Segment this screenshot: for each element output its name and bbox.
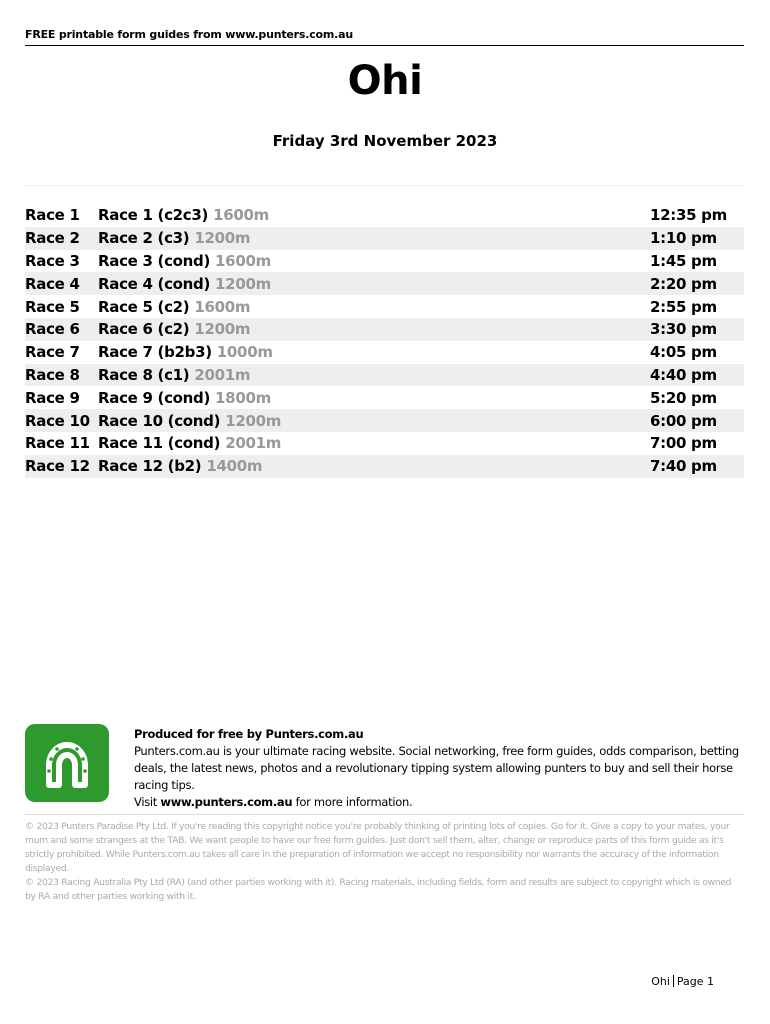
copyright-racing-australia: © 2023 Racing Australia Pty Ltd (RA) (and other parties working with it). Racing materials, including fields, form and results are subject to copyright which is owned by RA and other parties working with it. [25,877,732,902]
race-time: 3:30 pm [650,320,717,339]
race-distance: 1600m [215,251,271,270]
race-name: Race 11 (cond) 2001m [98,434,282,453]
race-distance: 1800m [215,388,271,407]
race-time: 1:45 pm [650,251,717,270]
race-distance: 1200m [215,274,271,293]
promo-body: Punters.com.au is your ultimate racing website. Social networking, free form guides, odds comparison, betting deals, the latest news, photos and a revolutionary tipping system allowing punters to buy and sell their horse racing tips. [134,744,739,792]
race-name: Race 1 (c2c3) 1600m [98,206,269,225]
race-row [25,455,744,478]
footer-separator [673,975,674,987]
page-number: Page 1 [676,975,714,988]
race-number: Race 1 [25,206,80,225]
venue-title: Ohi [347,58,423,104]
race-time: 4:40 pm [650,365,717,384]
race-name: Race 6 (c2) 1200m [98,320,251,339]
race-number: Race 3 [25,251,80,270]
race-distance: 2001m [225,434,282,453]
race-distance: 1000m [216,343,273,362]
race-list [25,204,744,478]
race-number: Race 8 [25,365,80,384]
race-number: Race 6 [25,320,80,339]
race-row [25,432,744,455]
race-name: Race 9 (cond) 1800m [98,388,271,407]
race-row [25,227,744,250]
copyright-punters: © 2023 Punters Paradise Pty Ltd. If you're reading this copyright notice you're probably thinking of printing lots of copies. Go for it. Give a copy to your mates, your mum and some strangers at the TAB. We want people to have our free form guides. Just don't sell them, alter, change or reproduce parts of this form guide as it's strictly prohibited. While Punters.com.au takes all care in the preparation of information we accept no responsibility nor warrants the accuracy of the information displayed. [25,821,730,874]
divider [25,185,744,186]
race-number: Race 9 [25,388,80,407]
race-number: Race 12 [25,457,90,476]
race-row [25,341,744,364]
race-time: 4:05 pm [650,343,717,362]
race-distance: 1200m [225,411,282,430]
race-name: Race 7 (b2b3) 1000m [98,343,273,362]
race-row [25,272,744,295]
punters-logo [25,724,109,802]
race-number: Race 7 [25,343,80,362]
race-distance: 1200m [194,320,251,339]
footer-venue: Ohi [651,975,670,988]
race-number: Race 2 [25,229,80,248]
race-row [25,250,744,273]
race-number: Race 11 [25,434,90,453]
race-name: Race 12 (b2) 1400m [98,457,263,476]
race-row [25,386,744,409]
race-number: Race 5 [25,297,80,316]
race-time: 5:20 pm [650,388,717,407]
race-date: Friday 3rd November 2023 [272,132,498,150]
race-distance: 1200m [194,229,251,248]
race-row [25,295,744,318]
race-name: Race 3 (cond) 1600m [98,251,271,270]
race-name: Race 2 (c3) 1200m [98,229,251,248]
horseshoe-icon [37,733,97,793]
race-time: 7:40 pm [650,457,717,476]
website-link[interactable]: www.punters.com.au [160,795,293,809]
race-row [25,409,744,432]
race-distance: 1600m [194,297,251,316]
page-footer [600,975,714,988]
race-name: Race 4 (cond) 1200m [98,274,271,293]
header-source-line: FREE printable form guides from www.punters.com.au [25,28,744,46]
race-number: Race 4 [25,274,80,293]
race-distance: 1400m [206,457,263,476]
promo-visit: Visit www.punters.com.au for more information. [134,795,413,809]
race-name: Race 8 (c1) 2001m [98,365,251,384]
race-distance: 2001m [194,365,251,384]
race-time: 7:00 pm [650,434,717,453]
promo-heading: Produced for free by Punters.com.au [134,727,364,741]
race-row [25,364,744,387]
race-time: 2:55 pm [650,297,717,316]
race-row [25,204,744,227]
race-name: Race 5 (c2) 1600m [98,297,251,316]
race-name: Race 10 (cond) 1200m [98,411,282,430]
race-time: 2:20 pm [650,274,717,293]
race-row [25,318,744,341]
promo-text [134,726,746,811]
divider [25,814,744,815]
race-number: Race 10 [25,411,90,430]
race-time: 6:00 pm [650,411,717,430]
copyright-notice [25,820,744,904]
race-time: 12:35 pm [650,206,727,225]
race-time: 1:10 pm [650,229,717,248]
race-distance: 1600m [213,206,269,225]
